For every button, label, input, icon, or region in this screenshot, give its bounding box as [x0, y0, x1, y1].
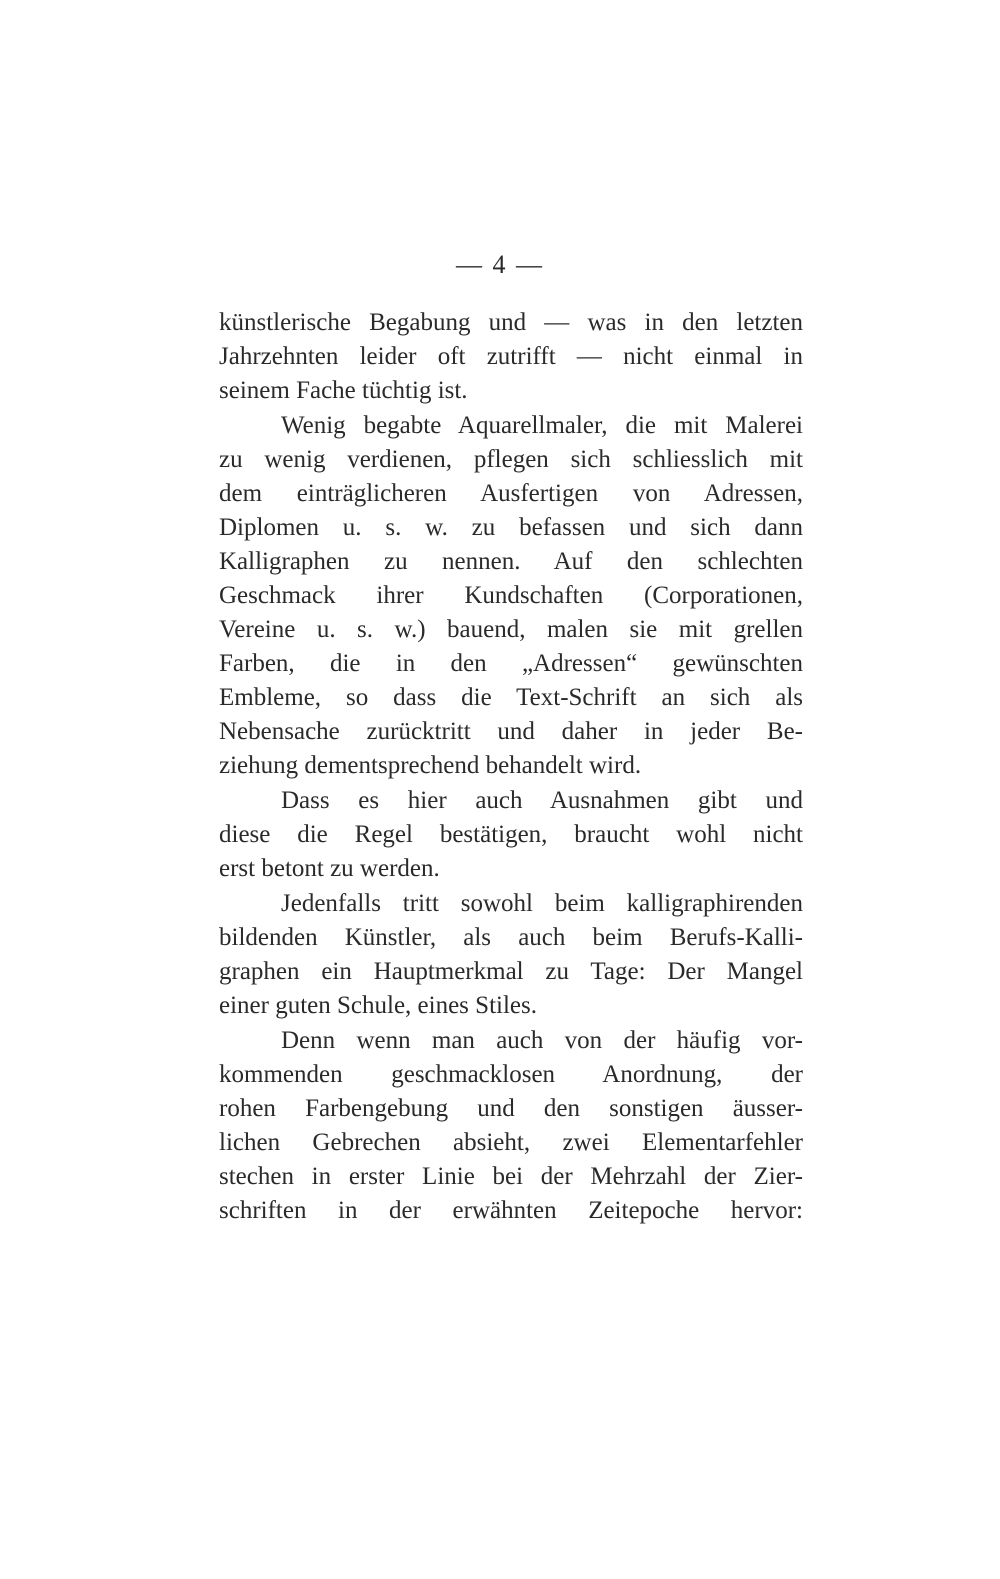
text-line: Kalligraphen zu nennen. Auf den schlechten	[219, 548, 803, 575]
paragraph	[219, 409, 803, 783]
text-line: künstlerische Begabung und — was in den letzten	[219, 309, 803, 336]
text-line: Embleme, so dass die Text-Schrift an sich als	[219, 684, 803, 711]
text-line: Jedenfalls tritt sowohl beim kalligraphirenden	[281, 890, 803, 917]
text-line: Jahrzehnten leider oft zutrifft — nicht einmal in	[219, 343, 803, 370]
text-line: einer guten Schule, eines Stiles.	[219, 992, 537, 1019]
text-line: Diplomen u. s. w. zu befassen und sich dann	[219, 514, 803, 541]
text-line: dem einträglicheren Ausfertigen von Adressen,	[219, 480, 803, 507]
text-line: zu wenig verdienen, pflegen sich schliesslich mit	[219, 446, 803, 473]
text-line: Wenig begabte Aquarellmaler, die mit Malerei	[281, 412, 803, 439]
text-line: erst betont zu werden.	[219, 855, 440, 882]
text-line: Dass es hier auch Ausnahmen gibt und	[281, 787, 803, 814]
paragraph	[219, 784, 803, 886]
text-line: schriften in der erwähnten Zeitepoche hervor:	[219, 1197, 803, 1224]
text-line: lichen Gebrechen absieht, zwei Elementarfehler	[219, 1129, 803, 1156]
text-line: ziehung dementsprechend behandelt wird.	[219, 752, 642, 779]
text-line: stechen in erster Linie bei der Mehrzahl der Zier-	[219, 1163, 803, 1190]
body-text	[219, 306, 803, 1229]
text-line: Denn wenn man auch von der häufig vor-	[281, 1027, 803, 1054]
text-line: Farben, die in den „Adressen“ gewünschten	[219, 650, 803, 677]
text-line: bildenden Künstler, als auch beim Berufs-Kalli-	[219, 924, 803, 951]
paragraph	[219, 1024, 803, 1228]
text-line: diese die Regel bestätigen, braucht wohl nicht	[219, 821, 803, 848]
paragraph	[219, 887, 803, 1023]
text-line: seinem Fache tüchtig ist.	[219, 377, 468, 404]
text-line: kommenden geschmacklosen Anordnung, der	[219, 1061, 803, 1088]
text-line: graphen ein Hauptmerkmal zu Tage: Der Mangel	[219, 958, 803, 985]
text-line: Vereine u. s. w.) bauend, malen sie mit grellen	[219, 616, 803, 643]
paragraph	[219, 306, 803, 408]
text-line: Nebensache zurücktritt und daher in jeder Be-	[219, 718, 803, 745]
text-line: Geschmack ihrer Kundschaften (Corporationen,	[219, 582, 803, 609]
text-line: rohen Farbengebung und den sonstigen äusser-	[219, 1095, 803, 1122]
page-number: — 4 —	[456, 250, 544, 279]
